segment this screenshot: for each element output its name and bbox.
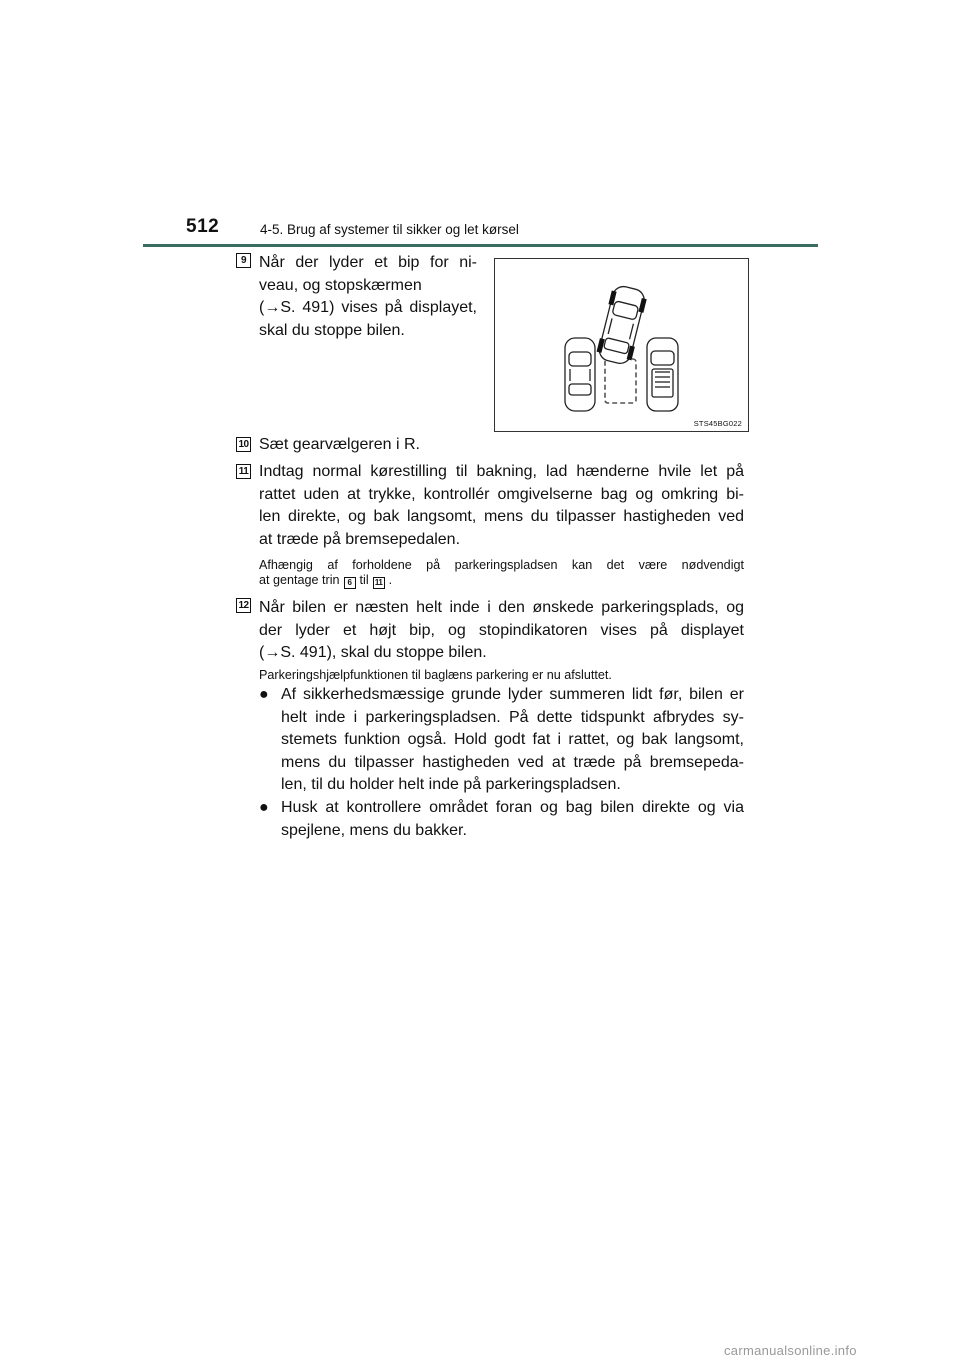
step-badge-10: 10	[236, 437, 251, 452]
bullet-1-line: stemets funktion også. Hold godt fat i rattet, og bak langsomt,	[281, 731, 744, 748]
step-9-line: skal du stoppe bilen.	[259, 321, 405, 339]
section-title: 4-5. Brug af systemer til sikker og let kørsel	[260, 222, 519, 237]
parked-car-right	[647, 338, 678, 411]
step-11-text	[259, 461, 744, 551]
step-11-note	[259, 558, 744, 589]
step-9-line: (→S. 491) vises på displayet,	[259, 299, 477, 316]
step-10-line: Sæt gearvælgeren i R.	[259, 436, 420, 453]
bullet-1-line: mens du tilpasser hastigheden ved at træde på bremsepeda-	[281, 753, 744, 771]
step-badge-12: 12	[236, 598, 251, 613]
footer-watermark: carmanualsonline.info	[724, 1343, 857, 1358]
step-badge-11: 11	[236, 464, 251, 479]
step-ref-badge-6: 6	[344, 577, 356, 589]
step-ref-badge-11: 11	[373, 577, 385, 589]
note-line-2	[259, 573, 744, 589]
step-11-line: len direkte, og bak langsomt, mens du tilpasser hastigheden ved	[259, 508, 744, 525]
step-12-line: (→S. 491), skal du stoppe bilen.	[259, 644, 487, 661]
bullet-2-line: spejlene, mens du bakker.	[281, 821, 467, 839]
step-11-line: Indtag normal kørestilling til bakning, lad hænderne hvile let på	[259, 463, 744, 480]
bullet-icon: ●	[259, 799, 269, 816]
step-12-line: Når bilen er næsten helt inde i den ønskede parkeringsplads, og	[259, 599, 744, 616]
note-suffix: .	[388, 573, 393, 587]
bullet-1-line: Af sikkerhedsmæssige grunde lyder summeren lidt før, bilen er	[281, 686, 744, 703]
header-rule	[143, 244, 818, 247]
parking-diagram	[495, 259, 750, 433]
bullet-icon: ●	[259, 686, 269, 703]
step-11-line: at træde på bremsepedalen.	[259, 530, 461, 548]
note-prefix: at gentage trin	[259, 573, 340, 587]
own-car	[595, 284, 648, 366]
step-badge-9: 9	[236, 253, 251, 268]
step-12-line: der lyder et højt bip, og stopindikatoren vises på displayet	[259, 621, 744, 639]
bullet-1-line: helt inde i parkeringspladsen. På dette tidspunkt afbrydes sy-	[281, 708, 744, 726]
step-12-text	[259, 597, 744, 665]
parked-car-left	[565, 338, 595, 411]
page-number: 512	[186, 216, 220, 237]
target-parking-space	[605, 359, 636, 403]
step-9-line: veau, og stopskærmen	[259, 276, 422, 294]
bullet-2-line: Husk at kontrollere området foran og bag bilen direkte og via	[281, 799, 744, 816]
parking-illustration	[494, 258, 749, 432]
note-middle: til	[359, 573, 369, 587]
step-12-note: Parkeringshjælpfunktionen til baglæns parkering er nu afsluttet.	[259, 668, 612, 682]
bullet-1-text	[281, 684, 744, 797]
bullet-2-text	[281, 797, 744, 842]
figure-code: STS45BG022	[693, 419, 742, 428]
bullet-1-line: len, til du holder helt inde på parkeringspladsen.	[281, 776, 621, 793]
step-9-text	[259, 252, 477, 342]
step-9-line: Når der lyder et bip for ni-	[259, 254, 477, 271]
step-10-text	[259, 434, 748, 457]
note-line-1: Afhængig af forholdene på parkeringspladsen kan det være nødvendigt	[259, 558, 744, 572]
step-11-line: rattet uden at trykke, kontrollér omgivelserne bag og omkring bi-	[259, 485, 744, 503]
